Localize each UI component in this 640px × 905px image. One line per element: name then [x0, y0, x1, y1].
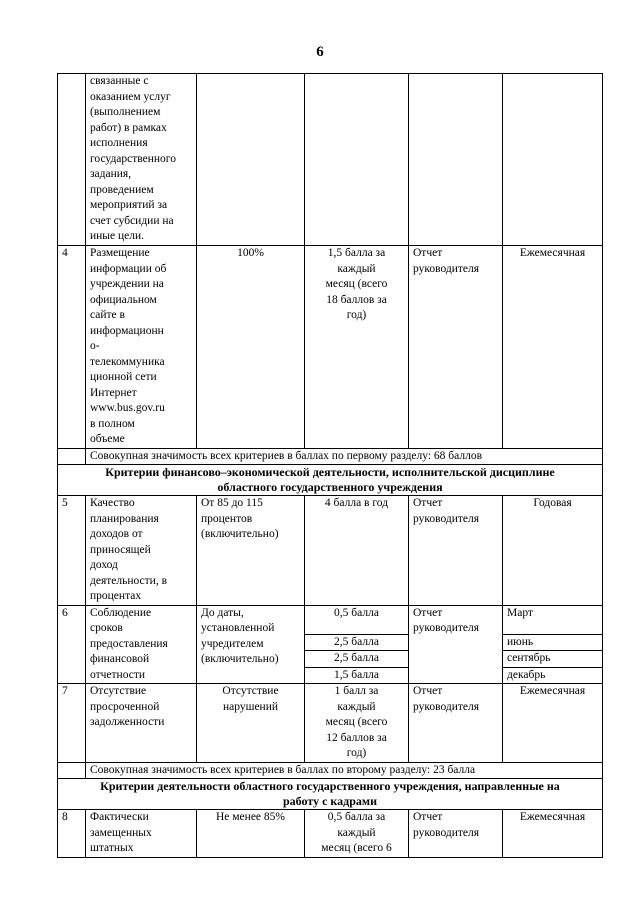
period-cell: декабрь: [503, 667, 603, 684]
table-row: [58, 684, 603, 763]
section-header-row: [58, 465, 603, 496]
criterion-cell: [86, 605, 197, 684]
cell-line: Интернет: [90, 386, 137, 399]
cell-line: каждый: [337, 262, 376, 275]
cell-line: 12 баллов за: [326, 731, 387, 744]
period-cell: июнь: [503, 634, 603, 651]
cell-line: исполнения: [90, 137, 148, 149]
cell-line: мероприятий за: [90, 199, 168, 211]
cell-line: Качество: [90, 497, 135, 509]
value-cell: [197, 605, 305, 684]
cell-line: Фактически: [90, 811, 149, 823]
report-cell: [409, 605, 503, 684]
section-header: [58, 779, 603, 810]
cell-line: каждый: [337, 700, 376, 713]
cell-line: Отсутствие: [90, 685, 147, 697]
cell-line: областного государственного учреждения: [217, 480, 443, 494]
report-cell: [409, 496, 503, 606]
cell-line: планирования: [90, 512, 159, 525]
cell-line: Отсутствие: [222, 685, 279, 697]
cell-line: Отчет: [413, 606, 443, 619]
cell-line: До даты,: [201, 606, 244, 619]
cell-line: штатных: [90, 842, 134, 854]
cell-line: руководителя: [413, 512, 480, 525]
cell-line: иные цели.: [90, 230, 145, 242]
cell-line: месяц (всего 6: [321, 842, 392, 854]
cell-line: проведением: [90, 183, 154, 196]
cell-line: работ) в рамках: [90, 121, 167, 134]
page-number: 6: [316, 44, 324, 60]
cell-line: о-: [90, 340, 100, 352]
cell-line: связанные с: [90, 75, 149, 87]
cell-line: деятельности, в: [90, 574, 168, 587]
report-cell: [409, 810, 503, 858]
points-cell: [305, 810, 409, 858]
report-cell: [409, 684, 503, 763]
cell-line: 1 балл за: [334, 685, 379, 697]
cell-line: доход: [90, 559, 118, 571]
row-number: 8: [58, 810, 86, 858]
points-cell: 2,5 балла: [305, 634, 409, 651]
cell-line: задания,: [90, 168, 132, 180]
period-cell: сентябрь: [503, 651, 603, 668]
row-number: 5: [58, 496, 86, 606]
cell-line: (выполнением: [90, 106, 161, 118]
cell-line: руководителя: [413, 826, 480, 839]
table-row: [58, 810, 603, 858]
table-row: [58, 605, 603, 634]
cell-line: задолженности: [90, 716, 165, 728]
row-number: 6: [58, 605, 86, 684]
cell-line: просроченной: [90, 700, 160, 713]
cell-line: 0,5 балла за: [327, 811, 386, 823]
cell-line: руководителя: [413, 700, 480, 713]
cell-line: 18 баллов за: [326, 293, 387, 306]
row-number: 4: [58, 246, 86, 449]
cell-line: (включительно): [201, 528, 279, 540]
criterion-cell: [86, 810, 197, 858]
cell-line: Критерии деятельности областного государственного учреждения, направленные на: [100, 779, 560, 793]
table-row: [58, 496, 603, 606]
cell-line: Критерии финансово–экономической деятельности, исполнительской дисциплине: [105, 465, 555, 479]
cell-line: год): [346, 309, 367, 321]
points-cell: 0,5 балла: [305, 605, 409, 634]
cell-line: информации об: [90, 262, 167, 275]
points-cell: [305, 246, 409, 449]
section-sum: Совокупная значимость всех критериев в баллах по первому разделу: 68 баллов: [86, 448, 603, 465]
cell-line: год): [346, 747, 367, 759]
cell-line: в полном: [90, 417, 135, 430]
criterion-cell: [86, 74, 197, 246]
points-cell: 4 балла в год: [305, 496, 409, 606]
cell-line: приносящей: [90, 543, 151, 556]
cell-line: отчетности: [90, 668, 146, 681]
cell-line: Отчет: [413, 811, 443, 823]
cell-line: доходов от: [90, 528, 143, 540]
cell-line: финансовой: [90, 653, 150, 665]
cell-line: учредителем: [201, 637, 264, 650]
cell-line: телекоммуника: [90, 355, 165, 368]
cell-line: Соблюдение: [90, 606, 152, 619]
points-cell: 1,5 балла: [305, 667, 409, 684]
period-cell: Март: [503, 605, 603, 634]
period-cell: Ежемесячная: [503, 246, 603, 449]
cell-line: счет субсидии на: [90, 214, 174, 227]
value-cell: [197, 684, 305, 763]
cell-line: оказанием услуг: [90, 90, 171, 103]
section-header-row: [58, 779, 603, 810]
cell-line: месяц (всего: [325, 716, 388, 728]
value-cell: 100%: [197, 246, 305, 449]
row-number: 7: [58, 684, 86, 763]
points-cell: [305, 684, 409, 763]
period-cell: Годовая: [503, 496, 603, 606]
cell-line: Отчет: [413, 247, 443, 259]
cell-line: нарушений: [222, 700, 279, 713]
cell-line: сроков: [90, 622, 123, 634]
cell-line: государственного: [90, 152, 176, 165]
criterion-cell: [86, 684, 197, 763]
cell-line: процентов: [201, 512, 253, 525]
section-sum: Совокупная значимость всех критериев в баллах по второму разделу: 23 балла: [86, 762, 603, 779]
cell-line: От 85 до 115: [201, 497, 263, 509]
cell-line: официальном: [90, 293, 157, 306]
cell-line: установленной: [201, 622, 275, 634]
points-cell: 2,5 балла: [305, 651, 409, 668]
cell-line: процентах: [90, 590, 142, 602]
table-row: [58, 74, 603, 246]
criterion-cell: [86, 246, 197, 449]
cell-line: 1,5 балла за: [327, 247, 386, 259]
table-row: [58, 246, 603, 449]
period-cell: Ежемесячная: [503, 810, 603, 858]
report-cell: [409, 246, 503, 449]
period-cell: Ежемесячная: [503, 684, 603, 763]
cell-line: информационн: [90, 324, 164, 337]
criteria-table: [57, 73, 603, 858]
section-sum-row: [58, 448, 603, 465]
cell-line: предоставления: [90, 637, 168, 650]
cell-line: (включительно): [201, 653, 279, 665]
cell-line: www.bus.gov.ru: [90, 402, 165, 414]
value-cell: Не менее 85%: [197, 810, 305, 858]
cell-line: работу с кадрами: [283, 794, 377, 808]
section-sum-row: [58, 762, 603, 779]
cell-line: ционной сети: [90, 371, 157, 383]
cell-line: руководителя: [413, 622, 480, 634]
cell-line: Отчет: [413, 685, 443, 697]
cell-line: руководителя: [413, 262, 480, 275]
value-cell: [197, 496, 305, 606]
cell-line: Отчет: [413, 497, 443, 509]
section-header: [58, 465, 603, 496]
cell-line: учреждении на: [90, 278, 164, 290]
criterion-cell: [86, 496, 197, 606]
cell-line: месяц (всего: [325, 278, 388, 290]
cell-line: объеме: [90, 433, 125, 445]
cell-line: замещенных: [90, 826, 152, 839]
cell-line: Размещение: [90, 247, 150, 259]
cell-line: сайте в: [90, 309, 125, 321]
cell-line: каждый: [337, 826, 376, 839]
